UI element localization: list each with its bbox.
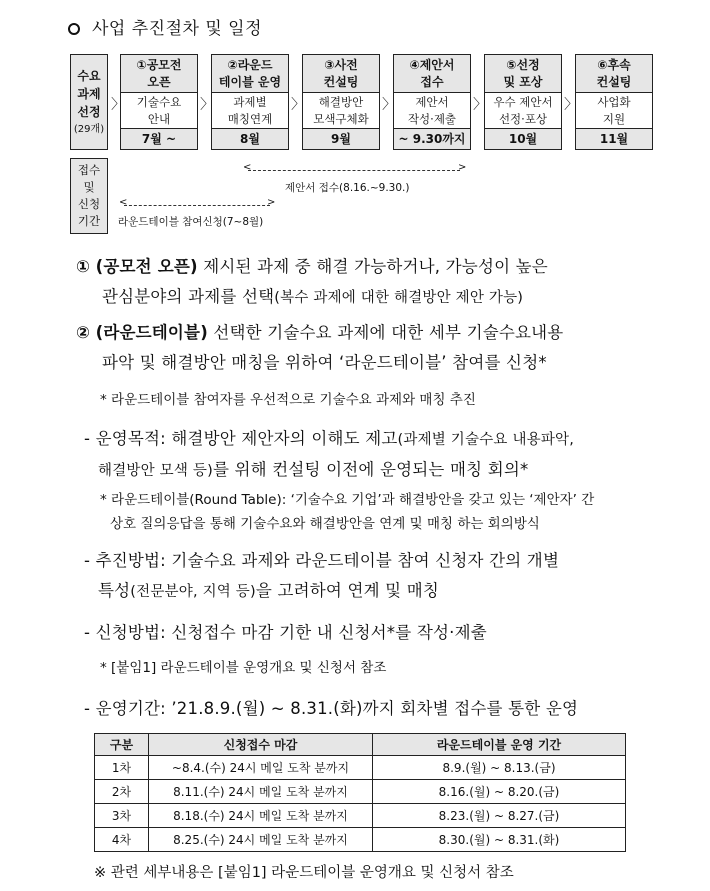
method-paragraph: - 추진방법: 기술수요 과제와 라운드테이블 참여 신청자 간의 개별 특성(전문분야, 지역 등)을 고려하여 연계 및 매칭 xyxy=(84,551,560,600)
section-heading: 사업 추진절차 및 일정 xyxy=(68,14,262,39)
roundtable-period-label: 라운드테이블 참여신청(7~8월) xyxy=(118,216,264,228)
table-header-row xyxy=(95,734,626,756)
step-5: ⑤선정 및 포상 우수 제안서 선정·포상 10월 xyxy=(484,54,562,150)
arrow-right-icon: > xyxy=(458,162,467,173)
purpose-paragraph: - 운영목적: 해결방안 제안자의 이해도 제고(과제별 기술수요 내용파악, 해결방안 모색 등)를 위해 컨설팅 이전에 운영되는 매칭 회의* xyxy=(84,429,575,479)
item-2: ② (라운드테이블) 선택한 기술수요 과제에 대한 세부 기술수요내용 파악 및 해결방안 매칭을 위하여 ‘라운드테이블’ 참여를 신청* xyxy=(76,323,564,372)
table-row: 2차 8.11.(수) 24시 메일 도착 분까지 8.16.(월) ~ 8.20.(금) xyxy=(95,780,626,804)
column-header: 라운드테이블 운영 기간 xyxy=(373,734,626,756)
proposal-period-label: 제안서 접수(8.16.~9.30.) xyxy=(285,182,410,194)
chevron-right-icon: 〉 xyxy=(473,97,487,113)
selection-box: 수요 과제 선정 (29개) xyxy=(70,54,108,150)
column-header: 구분 xyxy=(95,734,149,756)
note-roundtable-definition: * 라운드테이블(Round Table): ‘기술수요 기업’과 해결방안을 갖고 있는 ‘제안자’ 간 상호 질의응답을 통해 기술수요와 해결방안을 연계 및 매칭 하는 회의방식 xyxy=(100,492,595,532)
apply-method: - 신청방법: 신청접수 마감 기한 내 신청서*를 작성·제출 xyxy=(84,623,487,642)
chevron-right-icon: 〉 xyxy=(382,97,396,113)
intake-period-box: 접수 및 신청 기간 xyxy=(70,158,108,234)
item-1: ① (공모전 오픈) 제시된 과제 중 해결 가능하거나, 가능성이 높은 관심분야의 과제를 선택(복수 과제에 대한 해결방안 제안 가능) xyxy=(76,257,548,306)
table-row: 1차 ~8.4.(수) 24시 메일 도착 분까지 8.9.(월) ~ 8.13.(금) xyxy=(95,756,626,780)
chevron-right-icon: 〉 xyxy=(291,97,305,113)
proposal-period-arrow xyxy=(248,170,460,171)
footer-note: ※ 관련 세부내용은 [붙임1] 라운드테이블 운영개요 및 신청서 참조 xyxy=(94,865,514,881)
arrow-right-icon: > xyxy=(267,197,276,208)
schedule-table xyxy=(94,733,626,852)
note-roundtable-priority: * 라운드테이블 참여자를 우선적으로 기술수요 과제와 매칭 추진 xyxy=(100,392,476,408)
step-1: ①공모전 오픈 기술수요 안내 7월 ~ xyxy=(120,54,198,150)
step-3: ③사전 컨설팅 해결방안 모색구체화 9월 xyxy=(302,54,380,150)
roundtable-period-arrow xyxy=(124,205,270,206)
chevron-right-icon: 〉 xyxy=(111,97,125,113)
note-attachment: * [붙임1] 라운드테이블 운영개요 및 신청서 참조 xyxy=(100,660,387,676)
table-row: 4차 8.25.(수) 24시 메일 도착 분까지 8.30.(월) ~ 8.31.(화) xyxy=(95,828,626,852)
step-2: ②라운드 테이블 운영 과제별 매칭연계 8월 xyxy=(211,54,289,150)
step-6: ⑥후속 컨설팅 사업화 지원 11월 xyxy=(575,54,653,150)
arrow-left-icon: < xyxy=(243,162,252,173)
table-row: 3차 8.18.(수) 24시 메일 도착 분까지 8.23.(월) ~ 8.27.(금) xyxy=(95,804,626,828)
operation-period: - 운영기간: ’21.8.9.(월) ~ 8.31.(화)까지 회차별 접수를 통한 운영 xyxy=(84,699,579,718)
circle-bullet-icon xyxy=(68,23,80,35)
arrow-left-icon: < xyxy=(119,197,128,208)
step-4: ④제안서 접수 제안서 작성·제출 ~ 9.30까지 xyxy=(393,54,471,150)
chevron-right-icon: 〉 xyxy=(200,97,214,113)
chevron-right-icon: 〉 xyxy=(564,97,578,113)
column-header: 신청접수 마감 xyxy=(149,734,373,756)
